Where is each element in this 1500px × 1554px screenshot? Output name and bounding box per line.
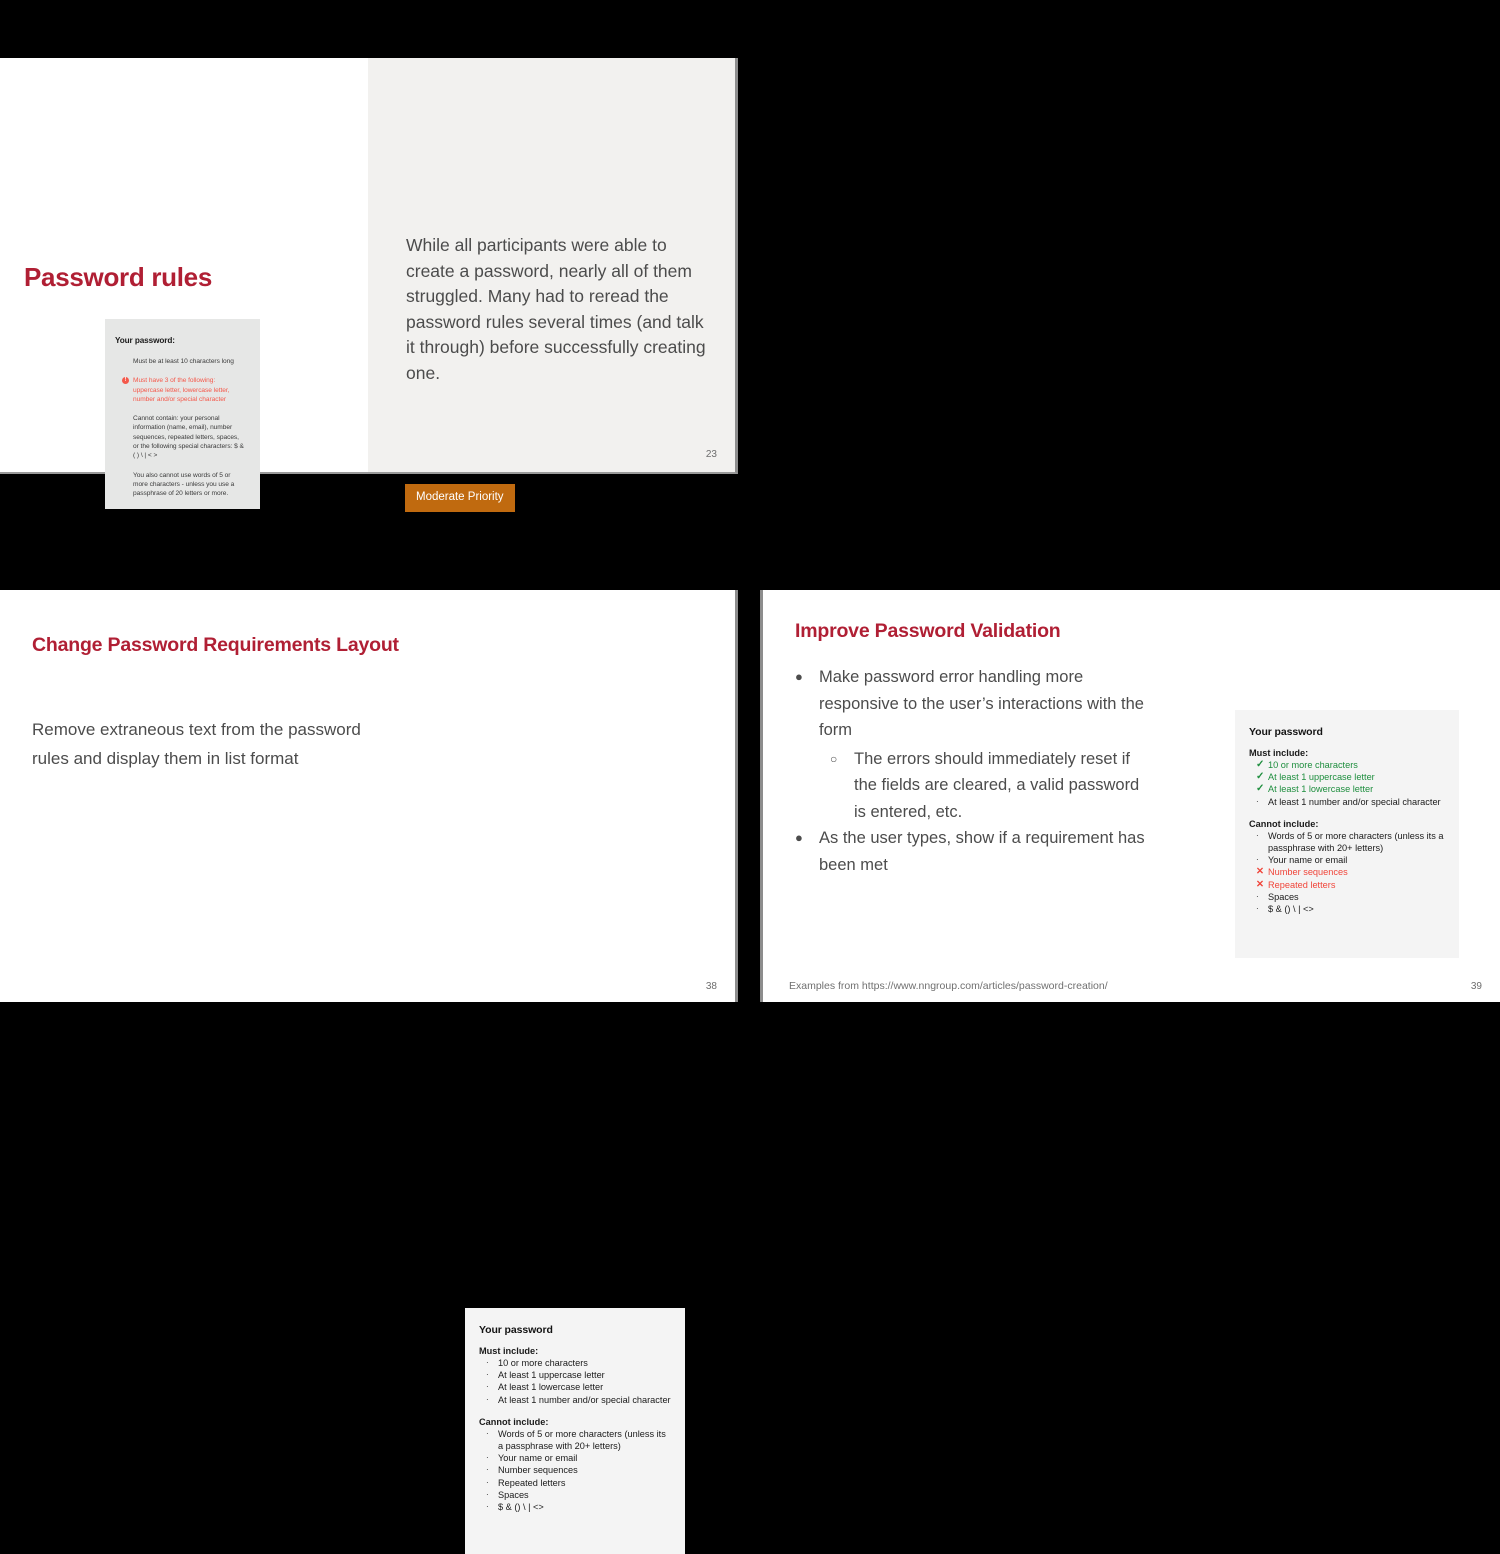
password-requirement-item [1249, 854, 1445, 866]
bullet-icon: · [486, 1465, 489, 1475]
slide-improve-password-validation[interactable] [760, 590, 1500, 1002]
password-requirements-mockup-39 [1235, 710, 1459, 958]
slide-39-bullet-list [795, 664, 1145, 880]
password-requirement-text: At least 1 uppercase letter [498, 1370, 605, 1381]
bullet-icon: · [486, 1477, 489, 1487]
slide-38-title: Change Password Requirements Layout [32, 634, 399, 656]
bullet-icon: · [1256, 796, 1259, 806]
bullet-icon: · [1256, 904, 1259, 914]
error-exclamation-icon: ! [122, 377, 129, 384]
password-requirement-text: At least 1 uppercase letter [1268, 772, 1375, 783]
mockup-line-3: You also cannot use words of 5 or more characters - unless you use a passphrase of 20 letters or more. [133, 471, 235, 498]
mockup-heading: Your password [479, 1324, 553, 1336]
slide-38-page-number: 38 [705, 981, 717, 992]
cross-icon: ✕ [1256, 878, 1264, 890]
password-requirement-text: At least 1 number and/or special character [498, 1394, 671, 1405]
bullet-icon: · [1256, 830, 1259, 840]
password-requirement-item [1249, 783, 1445, 795]
password-requirement-item [479, 1464, 671, 1476]
password-requirement-item [1249, 903, 1445, 915]
slide-23-title: Password rules [24, 262, 212, 292]
bullet-icon: · [486, 1382, 489, 1392]
bullet-text: Make password error handling more responsive to the user’s interactions with the form [819, 668, 1144, 739]
must-include-list [1249, 759, 1445, 808]
bullet-text: As the user types, show if a requirement has been met [819, 829, 1145, 874]
password-requirement-item [1249, 891, 1445, 903]
bullet-icon: · [486, 1394, 489, 1404]
password-requirement-text: $ & () \ | <> [1268, 904, 1314, 915]
password-requirement-text: 10 or more characters [498, 1358, 588, 1368]
password-requirement-text: 10 or more characters [1268, 760, 1358, 770]
password-rules-mockup [105, 319, 260, 509]
cannot-include-label: Cannot include: [479, 1416, 549, 1427]
password-requirement-item [1249, 771, 1445, 783]
password-requirement-item [1249, 796, 1445, 808]
password-requirement-text: Words of 5 or more characters (unless its a passphrase with 20+ letters) [498, 1428, 666, 1452]
password-requirement-item [1249, 879, 1445, 891]
password-requirement-text: Number sequences [1268, 867, 1348, 878]
cross-icon: ✕ [1256, 866, 1264, 878]
slide-39-page-number: 39 [1470, 981, 1482, 992]
filled-bullet-icon: ● [795, 830, 803, 845]
bullet-text: The errors should immediately reset if the fields are cleared, a valid password is entered, etc. [854, 749, 1140, 821]
password-requirement-item [1249, 830, 1445, 854]
slide-23-page-number: 23 [705, 449, 717, 460]
password-requirement-text: Repeated letters [1268, 879, 1336, 890]
slide-39-footnote: Examples from https://www.nngroup.com/articles/password-creation/ [789, 980, 1108, 992]
bullet-icon: · [1256, 891, 1259, 901]
bullet-icon: · [486, 1453, 489, 1463]
password-requirement-item [479, 1501, 671, 1513]
password-requirement-item [479, 1489, 671, 1501]
hollow-bullet-icon: ○ [830, 751, 838, 766]
bullet-icon: · [486, 1358, 489, 1367]
password-requirement-text: At least 1 lowercase letter [498, 1382, 604, 1393]
check-icon: ✓ [1256, 783, 1265, 795]
password-requirement-item [479, 1381, 671, 1393]
mockup-error-line [124, 376, 246, 404]
mockup-line-1: Must be at least 10 characters long [133, 358, 234, 365]
password-requirement-text: Words of 5 or more characters (unless its a passphrase with 20+ letters) [1268, 830, 1444, 854]
bullet-icon: · [486, 1428, 489, 1438]
mockup-heading: Your password [1249, 726, 1323, 738]
bullet-item [795, 664, 1145, 744]
cannot-include-list [1249, 830, 1445, 915]
must-include-label: Must include: [1249, 748, 1309, 758]
password-requirement-item [1249, 866, 1445, 878]
password-requirement-text: Your name or email [498, 1453, 578, 1464]
password-requirement-text: Spaces [1268, 891, 1299, 902]
slide-password-rules[interactable] [0, 58, 738, 503]
check-icon: ✓ [1256, 771, 1265, 783]
moderate-priority-badge: Moderate Priority [405, 484, 515, 512]
password-requirement-text: At least 1 number and/or special character [1268, 796, 1441, 807]
password-requirement-item [479, 1477, 671, 1489]
mockup-error-text: Must have 3 of the following: uppercase letter, lowercase letter, number and/or special character [133, 377, 230, 403]
mockup-heading: Your password: [115, 336, 175, 345]
slide-39-title: Improve Password Validation [795, 620, 1061, 642]
password-requirements-mockup-38 [465, 1308, 685, 1554]
must-include-label: Must include: [479, 1346, 539, 1356]
password-requirement-item [479, 1369, 671, 1381]
cannot-include-list [479, 1428, 671, 1513]
password-requirement-text: At least 1 lowercase letter [1268, 784, 1374, 795]
bullet-icon: · [486, 1502, 489, 1512]
bullet-item [795, 825, 1145, 878]
bullet-icon: · [486, 1489, 489, 1499]
bullet-item [830, 746, 1145, 826]
filled-bullet-icon: ● [795, 669, 803, 684]
check-icon: ✓ [1256, 759, 1265, 770]
bullet-icon: · [1256, 855, 1259, 865]
password-requirement-item [1249, 759, 1445, 771]
must-include-list [479, 1357, 671, 1406]
password-requirement-item [479, 1452, 671, 1464]
password-requirement-text: Your name or email [1268, 855, 1348, 866]
password-requirement-item [479, 1357, 671, 1369]
password-requirement-text: $ & () \ | <> [498, 1502, 544, 1513]
mockup-line-2: Cannot contain: your personal information (name, email), number sequences, repeated letters, spaces, or the following special characters: $ & ( ) \ | < > [133, 415, 244, 460]
password-requirement-text: Spaces [498, 1489, 529, 1500]
password-requirement-item [479, 1394, 671, 1406]
password-requirement-text: Number sequences [498, 1465, 578, 1476]
password-requirement-text: Repeated letters [498, 1477, 566, 1488]
password-requirement-item [479, 1428, 671, 1452]
cannot-include-label: Cannot include: [1249, 818, 1319, 829]
bullet-icon: · [486, 1370, 489, 1380]
slide-38-body: Remove extraneous text from the password rules and display them in list format [32, 720, 361, 768]
slide-23-body: While all participants were able to create a password, nearly all of them struggled. Many had to reread the password rules several times (and talk it through) before successfully creating one. [406, 235, 706, 383]
